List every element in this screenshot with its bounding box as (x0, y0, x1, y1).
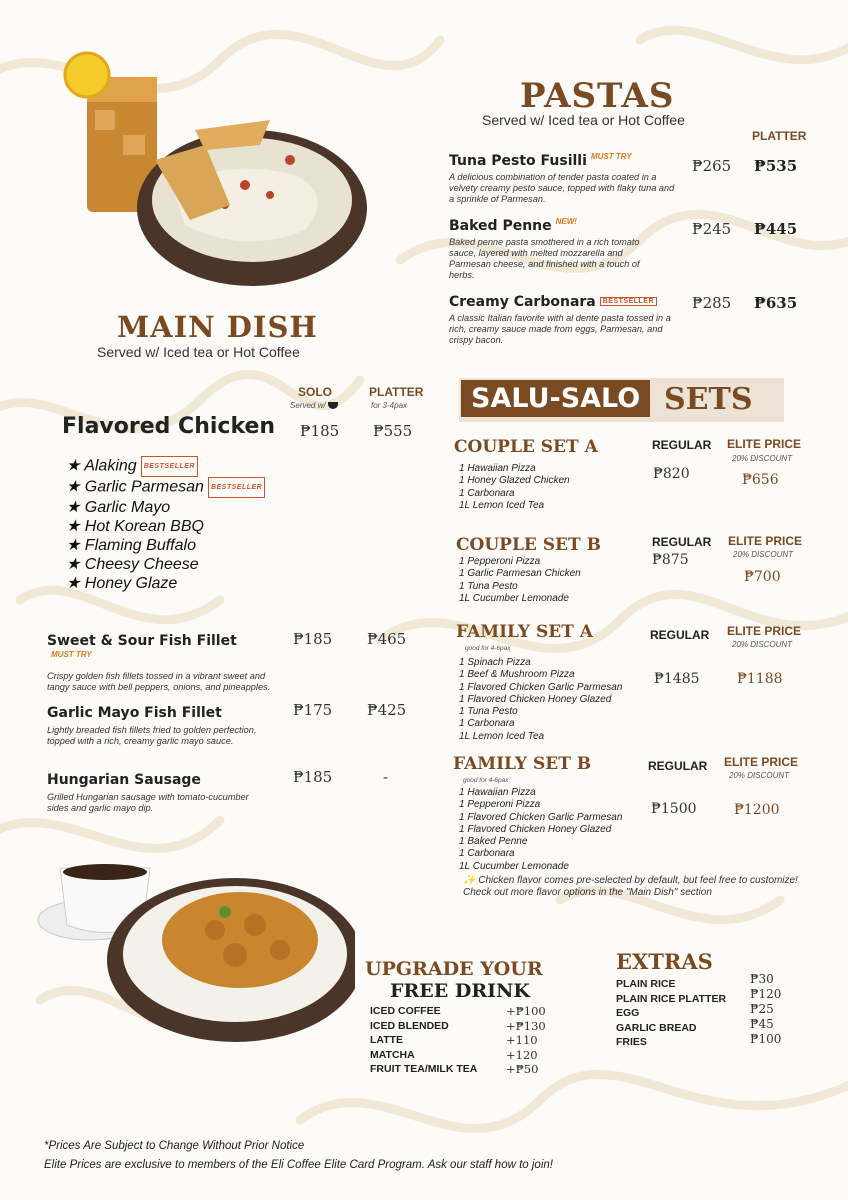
star-icon: ★ (66, 499, 81, 516)
regular-header: REGULAR (652, 438, 712, 452)
set-good-for: good for 4-6pax (463, 777, 509, 784)
footer-price-notice: *Prices Are Subject to Change Without Prior Notice (44, 1140, 305, 1152)
flavor-name: Cheesy Cheese (84, 556, 199, 573)
flavor-item (66, 517, 265, 536)
regular-header: REGULAR (650, 628, 710, 642)
pasta-and-iced-tea-image (55, 45, 375, 290)
pastas-platter-header: PLATTER (752, 129, 807, 143)
drink-name: ICED BLENDED (370, 1019, 449, 1032)
item-description: Lightly breaded fish fillets fried to golden perfection, topped with a rich, creamy garlic mayo sauce. (47, 725, 257, 746)
set-contents (459, 787, 622, 873)
set-regular-price: ₱1500 (651, 801, 697, 817)
set-line: 1 Garlic Parmesan Chicken (459, 568, 581, 580)
set-contents (459, 657, 622, 743)
item-platter-price: ₱445 (754, 220, 798, 238)
bestseller-tag: BESTSELLER (141, 456, 198, 477)
set-line: 1 Carbonara (459, 487, 515, 499)
item-solo-price: ₱265 (692, 157, 732, 175)
flavor-name: Garlic Parmesan (84, 478, 204, 496)
set-line: 1 Honey Glazed Chicken (459, 475, 570, 487)
main-solo-header: SOLO (298, 385, 333, 399)
set-line: 1L Cucumber Lemonade (459, 860, 569, 872)
footer-elite-notice: Elite Prices are exclusive to members of the Eli Coffee Elite Card Program. Ask our staff how to join! (44, 1159, 553, 1171)
item-solo-price: ₱185 (293, 768, 333, 786)
star-icon: ★ (66, 556, 81, 573)
extras-list (616, 977, 726, 1050)
menu-item-creamy-carbonara (449, 293, 679, 346)
star-icon: ★ (66, 478, 81, 496)
pastas-served-note: Served w/ Iced tea or Hot Coffee (482, 112, 685, 128)
upgrade-title-1: UPGRADE YOUR (365, 958, 543, 980)
sets-title-a: SALU-SALO (461, 380, 650, 417)
extras-price-list (750, 972, 781, 1047)
extra-price: ₱120 (750, 987, 782, 1001)
item-solo-price: ₱245 (692, 220, 732, 238)
must-try-tag: MUST TRY (590, 152, 632, 161)
set-line: 1 Baked Penne (459, 836, 528, 848)
item-platter-price: ₱535 (754, 157, 798, 175)
item-name: Garlic Mayo Fish Fillet (47, 705, 222, 721)
discount-note: 20% DISCOUNT (729, 771, 790, 780)
pastas-title: PASTAS (520, 76, 675, 116)
extra-price: ₱25 (750, 1002, 774, 1016)
chicken-rice-and-coffee-image (35, 850, 355, 1050)
set-good-for: good for 4-6pax (465, 645, 511, 652)
set-line: 1 Flavored Chicken Garlic Parmesan (459, 811, 623, 823)
main-platter-header: PLATTER (369, 385, 424, 399)
extra-name: GARLIC BREAD (616, 1021, 697, 1034)
discount-note: 20% DISCOUNT (732, 640, 793, 649)
elite-header: ELITE PRICE (727, 437, 802, 451)
item-solo-price: ₱285 (692, 294, 732, 312)
coffee-cup-icon (328, 402, 338, 409)
drink-price: +110 (506, 1033, 538, 1047)
set-elite-price: ₱1188 (737, 671, 783, 687)
set-line: 1L Lemon Iced Tea (459, 730, 545, 742)
star-icon: ★ (66, 518, 81, 535)
bestseller-tag: BESTSELLER (600, 297, 657, 306)
item-description: Grilled Hungarian sausage with tomato-cucumber sides and garlic mayo dip. (47, 792, 249, 813)
discount-note: 20% DISCOUNT (733, 550, 794, 559)
drink-price: +₱50 (506, 1062, 539, 1076)
elite-header: ELITE PRICE (724, 755, 799, 769)
menu-item-sweet-sour-fish-fillet (47, 632, 275, 693)
extras-title: EXTRAS (616, 949, 713, 974)
flavor-item (66, 555, 265, 574)
extra-price: ₱30 (750, 972, 774, 986)
flavor-item (66, 498, 265, 517)
set-title: COUPLE SET B (456, 535, 601, 555)
menu-item-baked-penne (449, 217, 664, 281)
set-line: 1 Carbonara (459, 718, 515, 730)
flavor-item (66, 574, 265, 593)
item-solo-price: ₱175 (293, 701, 333, 719)
upgrade-title-2: FREE DRINK (390, 980, 530, 1002)
set-line: 1L Lemon Iced Tea (459, 499, 545, 511)
set-elite-price: ₱1200 (734, 802, 780, 818)
extra-name: EGG (616, 1007, 640, 1019)
main-dish-title: MAIN DISH (117, 310, 318, 344)
flavored-chicken-solo-price: ₱185 (300, 422, 340, 440)
item-solo-price: ₱185 (293, 630, 333, 648)
set-contents (459, 463, 570, 512)
set-line: 1 Beef & Mushroom Pizza (459, 669, 575, 681)
item-platter-price: ₱635 (754, 294, 798, 312)
regular-header: REGULAR (652, 535, 712, 549)
drink-name: FRUIT TEA/MILK TEA (370, 1063, 478, 1075)
drink-name: LATTE (370, 1034, 404, 1046)
set-line: 1 Flavored Chicken Honey Glazed (459, 693, 612, 705)
set-title: FAMILY SET B (453, 754, 592, 774)
upgrade-price-list (506, 1004, 546, 1077)
elite-header: ELITE PRICE (727, 624, 802, 638)
drink-price: +₱130 (506, 1018, 546, 1033)
drink-name: ICED COFFEE (370, 1005, 441, 1017)
flavor-name: Honey Glaze (84, 575, 178, 592)
item-description: Crispy golden fish fillets tossed in a vibrant sweet and tangy sauce with bell peppers, onions, and pineapples. (47, 671, 271, 692)
flavored-chicken-platter-price: ₱555 (373, 422, 413, 440)
set-line: 1L Cucumber Lemonade (459, 592, 569, 604)
flavored-chicken-title: Flavored Chicken (62, 414, 276, 439)
drink-name: MATCHA (370, 1048, 415, 1061)
flavor-item (66, 456, 265, 477)
extra-name: FRIES (616, 1036, 647, 1048)
flavor-name: Garlic Mayo (84, 499, 171, 516)
set-contents (459, 556, 581, 605)
flavor-item (66, 477, 265, 498)
set-elite-price: ₱700 (744, 569, 781, 585)
set-line: 1 Pepperoni Pizza (459, 799, 541, 811)
set-line: 1 Tuna Pesto (459, 580, 518, 592)
menu-item-hungarian-sausage (47, 771, 267, 814)
menu-item-tuna-pesto-fusilli (449, 152, 679, 205)
discount-note: 20% DISCOUNT (732, 454, 793, 463)
set-title: COUPLE SET A (454, 437, 598, 457)
item-name: Tuna Pesto Fusilli (449, 153, 587, 169)
set-line: 1 Spinach Pizza (459, 657, 531, 668)
item-name: Hungarian Sausage (47, 772, 201, 788)
elite-header: ELITE PRICE (728, 534, 803, 548)
menu-item-garlic-mayo-fish-fillet (47, 704, 279, 747)
upgrade-drink-list (370, 1004, 477, 1077)
drink-price: +₱100 (506, 1004, 546, 1018)
set-line: 1 Hawaiian Pizza (459, 787, 536, 798)
set-line: 1 Hawaiian Pizza (459, 463, 536, 474)
set-line: 1 Flavored Chicken Honey Glazed (459, 823, 612, 835)
main-dish-served-note: Served w/ Iced tea or Hot Coffee (97, 344, 300, 360)
item-platter-price: ₱425 (367, 701, 407, 719)
main-platter-sub: for 3-4pax (371, 401, 408, 410)
flavor-item (66, 536, 265, 555)
set-regular-price: ₱820 (653, 466, 690, 482)
extra-price: ₱45 (750, 1017, 774, 1031)
star-icon: ★ (66, 537, 81, 554)
item-description: A delicious combination of tender pasta coated in a velvety creamy pesto sauce, topped with flaky tuna and a sprinkle of Parmesan. (449, 172, 675, 204)
set-line: 1 Carbonara (459, 848, 515, 860)
set-regular-price: ₱875 (652, 552, 689, 568)
new-tag: NEW! (555, 217, 577, 226)
sets-note: ✨ Chicken flavor comes pre-selected by default, but feel free to customize! Check out more flavor options in the "Main Dish" section (463, 875, 798, 898)
solo-sub-text: Served w/ (290, 401, 326, 410)
flavor-list (66, 456, 265, 593)
set-line: 1 Flavored Chicken Garlic Parmesan (459, 681, 623, 693)
bestseller-tag: BESTSELLER (208, 477, 265, 498)
star-icon: ★ (66, 575, 81, 592)
main-solo-sub (290, 401, 338, 410)
extra-name: PLAIN RICE (616, 978, 676, 990)
item-name: Baked Penne (449, 218, 552, 234)
extra-name: PLAIN RICE PLATTER (616, 992, 727, 1005)
sets-title-b: SETS (664, 382, 753, 417)
set-regular-price: ₱1485 (654, 671, 700, 687)
extra-price: ₱100 (750, 1032, 782, 1046)
item-description: Baked penne pasta smothered in a rich tomato sauce, layered with melted mozzarella and Parmesan cheese, and finished with a touch of herbs. (449, 237, 640, 280)
item-description: A classic Italian favorite with al dente pasta tossed in a rich, creamy sauce made from eggs, Parmesan, and crispy bacon. (449, 313, 671, 345)
regular-header: REGULAR (648, 759, 708, 773)
flavor-name: Hot Korean BBQ (84, 518, 204, 535)
set-title: FAMILY SET A (456, 622, 593, 642)
flavor-name: Alaking (84, 457, 137, 475)
item-platter-price: ₱465 (367, 630, 407, 648)
must-try-tag: MUST TRY (51, 650, 92, 659)
set-elite-price: ₱656 (742, 472, 779, 488)
star-icon: ★ (66, 457, 81, 475)
set-line: 1 Tuna Pesto (459, 706, 518, 718)
item-name: Creamy Carbonara (449, 294, 596, 310)
set-line: 1 Pepperoni Pizza (459, 556, 541, 567)
drink-price: +120 (506, 1047, 538, 1062)
item-platter-price: - (383, 768, 389, 786)
flavor-name: Flaming Buffalo (84, 537, 196, 554)
item-name: Sweet & Sour Fish Fillet (47, 633, 237, 649)
